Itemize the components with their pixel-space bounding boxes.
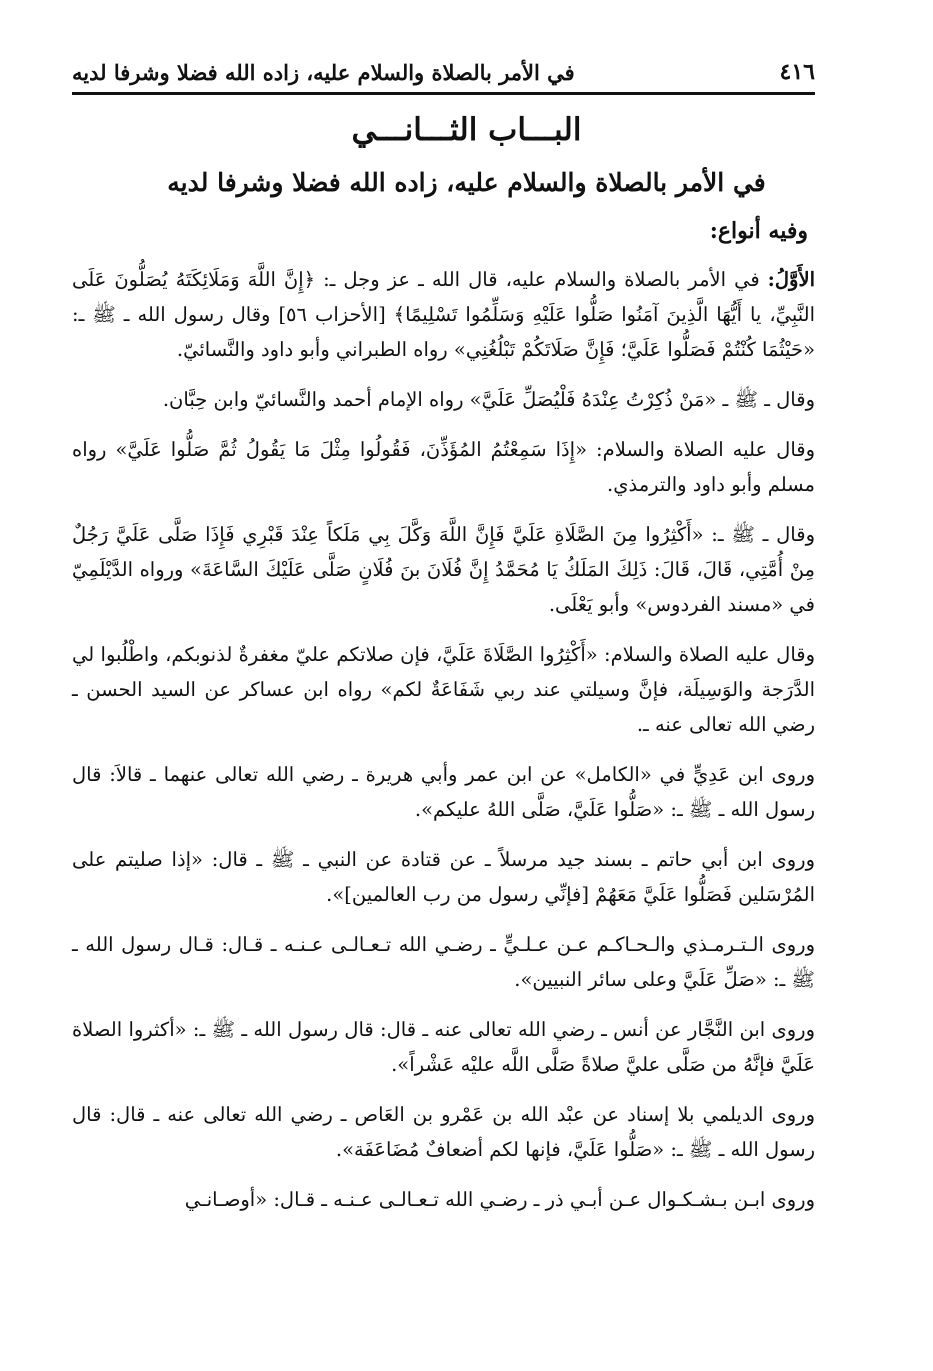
paragraph xyxy=(72,842,815,912)
paragraph xyxy=(72,382,815,417)
paragraph xyxy=(72,432,815,502)
page-number: ٤١٦ xyxy=(779,59,815,85)
paragraph-text: وقال ـ ﷺ ـ «مَنْ ذُكِرْتُ عِنْدَهُ فَلْيُصَلِّ عَلَيَّ» رواه الإمام أحمد والنَّسائيّ وابن حِبَّان. xyxy=(162,388,815,411)
paragraph xyxy=(72,262,815,367)
body-text xyxy=(72,262,815,1232)
chapter-title: البـــاب الثـــانـــي xyxy=(351,112,582,148)
paragraph xyxy=(72,1182,815,1217)
chapter-subtitle: في الأمر بالصلاة والسلام عليه، زاده الله فضلا وشرفا لديه xyxy=(167,168,766,197)
paragraph xyxy=(72,517,815,622)
paragraph-text: وقال ـ ﷺ ـ: «أَكْثِرُوا مِنَ الصَّلَاةِ عَلَيَّ فَإِنَّ اللَّهَ وَكَّلَ بِي مَلَكاً عِنْدَ قَبْرِي فَإِذَا صَلَّى عَلَيَّ رَجُلٌ مِنْ أُمَّتِي، قَالَ، قَالَ: ذَلِكَ المَلَكُ يَا مُحَمَّدُ إِنَّ فُلَانَ بنَ فُلَانٍ صَلَّى عَلَيْكَ السَّاعَةَ» ورواه الدَّيْلَمِيّ في «مسند الفردوس» وأبو يَعْلَى. xyxy=(72,523,815,616)
paragraph xyxy=(72,927,815,997)
paragraph-text: وروى الديلمي بلا إسناد عن عبْد الله بن عَمْرو بن العَاص ـ رضي الله تعالى عنه ـ قال: قال رسول الله ـ ﷺ ـ: «صَلُّوا عَلَيَّ، فإنها لكم أضعافٌ مُضَاعَفَة». xyxy=(72,1103,815,1161)
paragraph-text: وروى ابـن بـشـكـوال عـن أبـي ذر ـ رضـي الله تـعـالـى عـنـه ـ قـال: «أوصـانـي xyxy=(184,1188,815,1211)
paragraph-text: وروى ابن أبي حاتم ـ بسند جيد مرسلاً ـ عن قتادة عن النبي ـ ﷺ ـ قال: «إذا صليتم على المُرْسَلين فَصَلُّوا عَلَيَّ مَعَهُمْ [فإنِّي رسول من رب العالمين]». xyxy=(72,848,815,906)
types-intro: وفيه أنواع: xyxy=(709,218,808,244)
paragraph-text: في الأمر بالصلاة والسلام عليه، قال الله ـ عز وجل ـ: ﴿إِنَّ اللَّهَ وَمَلَائِكَتَهُ يُصَلُّونَ عَلَى النَّبِيِّ، يا أَيُّهَا الَّذِينَ آمَنُوا صَلُّوا عَلَيْهِ وَسَلِّمُوا تَسْلِيمًا﴾ [الأحزاب ٥٦] وقال رسول الله ـ ﷺ ـ: «حَيْثُمَا كُنْتُمْ فَصَلُّوا عَلَيَّ؛ فَإِنَّ صَلَاتَكُمْ تَبْلُغُنِي» رواه الطبراني وأبو داود والنَّسائيّ. xyxy=(72,268,815,361)
paragraph-text: وروى ابن عَدِيٍّ في «الكامل» عن ابن عمر وأبي هريرة ـ رضي الله تعالى عنهما ـ قالاَ: قال رسول الله ـ ﷺ ـ: «صَلُّوا عَلَيَّ، صَلَّى اللهُ عليكم». xyxy=(72,763,815,821)
paragraph-text: وقال عليه الصلاة والسلام: «أَكْثِرُوا الصَّلَاةَ عَلَيَّ، فإن صلاتكم عليّ مغفرةٌ لذنوبكم، واطْلُبوا لي الدَّرَجة والوَسِيلَة، فإنَّ وسيلتي عند ربي شَفَاعَةٌ لكم» رواه ابن عساكر عن السيد الحسن ـ رضي الله تعالى عنه ـ. xyxy=(72,643,815,736)
paragraph xyxy=(72,757,815,827)
running-title: في الأمر بالصلاة والسلام عليه، زاده الله فضلا وشرفا لديه xyxy=(72,59,575,85)
paragraph-text: وروى الـتـرمـذي والـحـاكـم عـن عـلـيٍّ ـ رضـي الله تـعـالـى عـنـه ـ قـال: قـال رسول الله ـ ﷺ ـ: «صَلِّ عَلَيَّ وعلى سائر النبيين». xyxy=(72,933,815,991)
paragraph-text: وقال عليه الصلاة والسلام: «إِذَا سَمِعْتُمُ المُؤَذِّنَ، فَقُولُوا مِثْلَ مَا يَقُولُ ثُمَّ صَلُّوا عَلَيَّ» رواه مسلم وأبو داود والترمذي. xyxy=(72,438,815,496)
paragraph xyxy=(72,1097,815,1167)
paragraph xyxy=(72,1012,815,1082)
paragraph-text: وروى ابن النَّجَّار عن أنس ـ رضي الله تعالى عنه ـ قال: قال رسول الله ـ ﷺ ـ: «أكثروا الصلاة عَلَيَّ فإنَّهُ من صَلَّى عليَّ صلاةً صَلَّى اللَّه عليْه عَشْراً». xyxy=(72,1018,815,1076)
running-header xyxy=(72,52,815,95)
paragraph-lead: الأَوَّلُ: xyxy=(767,268,815,291)
paragraph xyxy=(72,637,815,742)
